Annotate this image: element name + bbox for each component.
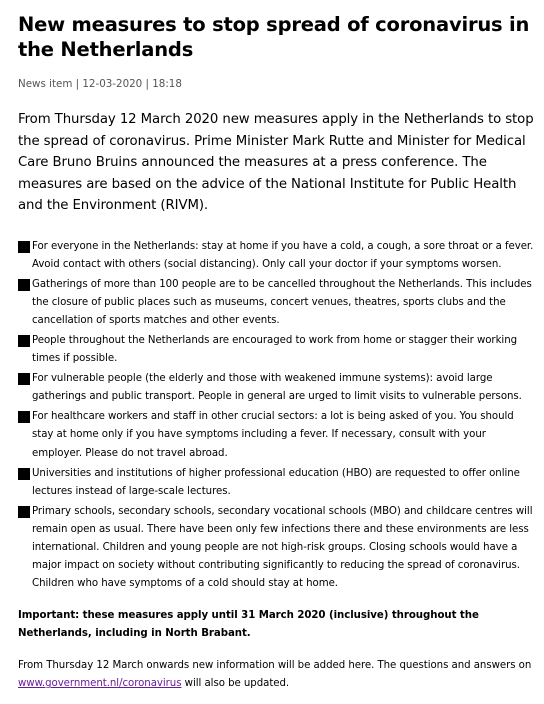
list-item — [18, 276, 534, 330]
news-article — [18, 12, 534, 693]
government-coronavirus-link[interactable]: www.government.nl/coronavirus — [18, 678, 182, 690]
square-bullet-icon — [18, 241, 30, 253]
update-note-text: From Thursday 12 March onwards new information will be added here. The questions and answers on — [18, 660, 532, 672]
list-item-text: Gatherings of more than 100 people are to be cancelled throughout the Netherlands. This includes the closure of public places such as museums, concert venues, theatres, sports clubs and the cancellation of sports matches and other events. — [32, 278, 532, 326]
list-item-text: For everyone in the Netherlands: stay at home if you have a cold, a cough, a sore throat or a fever. Avoid contact with others (social distancing). Only call your doctor if your symptoms worsen. — [32, 240, 534, 270]
list-item — [18, 332, 534, 368]
update-note-text-end: will also be updated. — [181, 678, 290, 690]
square-bullet-icon — [18, 411, 30, 423]
list-item — [18, 408, 534, 462]
list-item — [18, 370, 534, 406]
list-item — [18, 238, 534, 274]
list-item-text: Universities and institutions of higher professional education (HBO) are requested to offer online lectures instead of large-scale lectures. — [32, 467, 520, 497]
list-item-text: For vulnerable people (the elderly and those with weakened immune systems): avoid large gatherings and public transport. People in general are urged to limit visits to vulnerable persons. — [32, 373, 522, 403]
update-note — [18, 657, 534, 693]
square-bullet-icon — [18, 506, 30, 518]
list-item — [18, 465, 534, 501]
page-title: New measures to stop spread of coronavirus in the Netherlands — [18, 13, 530, 61]
square-bullet-icon — [18, 468, 30, 480]
measures-list — [18, 238, 534, 594]
square-bullet-icon — [18, 373, 30, 385]
list-item — [18, 503, 534, 593]
list-item-text: For healthcare workers and staff in other crucial sectors: a lot is being asked of you. You should stay at home only if you have symptoms including a fever. If necessary, consult with your employer. Please do not travel abroad. — [32, 411, 514, 459]
article-meta: News item | 12-03-2020 | 18:18 — [18, 78, 182, 90]
important-notice: Important: these measures apply until 31 March 2020 (inclusive) throughout the Netherlands, including in North Brabant. — [18, 610, 479, 640]
list-item-text: People throughout the Netherlands are encouraged to work from home or stagger their working times if possible. — [32, 334, 518, 365]
square-bullet-icon — [18, 335, 30, 347]
list-item-text: Primary schools, secondary schools, secondary vocational schools (MBO) and childcare centres will remain open as usual. There have been only few infections there and these environments are less international. Children and young people are not high-risk groups. Closing schools would have a major impact on society without contributing significantly to reducing the spread of coronavirus. Children who have symptoms of a cold should stay at home. — [32, 505, 533, 590]
square-bullet-icon — [18, 279, 30, 291]
lead-paragraph: From Thursday 12 March 2020 new measures apply in the Netherlands to stop the spread of coronavirus. Prime Minister Mark Rutte and Minister for Medical Care Bruno Bruins announced the measures at a press conference. The measures are based on the advice of the National Institute for Public Health and the Environment (RIVM). — [18, 112, 534, 213]
